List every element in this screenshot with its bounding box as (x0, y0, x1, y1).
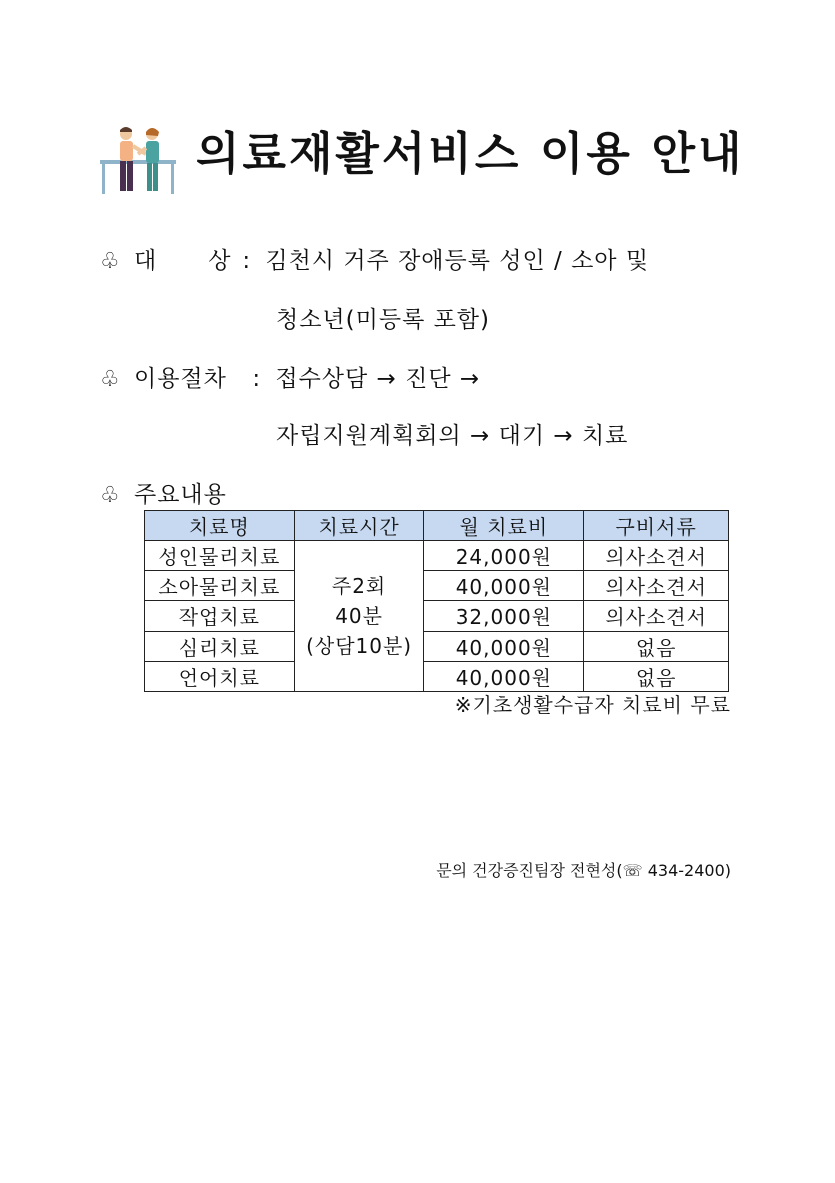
target-text-line2: 청소년(미등록 포함) (276, 307, 491, 333)
therapy-name: 소아물리치료 (145, 571, 295, 601)
club-bullet-icon: ♧ (100, 367, 121, 392)
monthly-fee: 40,000원 (424, 631, 584, 661)
target-label: 대 상 (134, 248, 231, 274)
therapy-name: 언어치료 (145, 661, 295, 691)
target-colon: : (242, 248, 252, 274)
monthly-fee: 32,000원 (424, 601, 584, 631)
required-doc: 없음 (584, 631, 729, 661)
content-label: 주요내용 (134, 482, 227, 508)
contact-info: 문의 건강증진팀장 전현성(☏ 434-2400) (436, 861, 731, 880)
table-row (145, 541, 729, 571)
time-duration: 40분 (335, 604, 383, 628)
time-frequency: 주2회 (331, 574, 387, 598)
table-row (145, 571, 729, 601)
services-table (144, 510, 729, 692)
therapy-name: 작업치료 (145, 601, 295, 631)
column-header: 치료시간 (294, 511, 424, 541)
procedure-colon: : (252, 366, 262, 392)
required-doc: 없음 (584, 661, 729, 691)
target-text-line1: 김천시 거주 장애등록 성인 / 소아 및 (265, 248, 650, 274)
time-consult: (상담10분) (306, 634, 413, 658)
procedure-label: 이용절차 (134, 366, 227, 392)
therapy-name: 성인물리치료 (145, 541, 295, 571)
club-bullet-icon: ♧ (100, 483, 121, 508)
column-header: 월 치료비 (424, 511, 584, 541)
table-row (145, 661, 729, 691)
therapy-time-cell (294, 541, 424, 692)
table-row (145, 631, 729, 661)
table-row (145, 601, 729, 631)
procedure-line-1 (100, 364, 480, 395)
target-line-1 (100, 246, 649, 277)
page-title: 의료재활서비스 이용 안내 (196, 127, 745, 180)
required-doc: 의사소견서 (584, 571, 729, 601)
club-bullet-icon: ♧ (100, 249, 121, 274)
procedure-text-line2: 자립지원계획회의 → 대기 → 치료 (276, 423, 629, 449)
therapy-name: 심리치료 (145, 631, 295, 661)
rehab-therapy-illustration (96, 124, 180, 196)
required-doc: 의사소견서 (584, 601, 729, 631)
monthly-fee: 40,000원 (424, 571, 584, 601)
column-header: 구비서류 (584, 511, 729, 541)
procedure-text-line1: 접수상담 → 진단 → (275, 366, 481, 392)
content-heading (100, 480, 227, 511)
column-header: 치료명 (145, 511, 295, 541)
table-header-row (145, 511, 729, 541)
free-fee-note: ※기초생활수급자 치료비 무료 (454, 693, 731, 717)
header (96, 118, 756, 198)
monthly-fee: 24,000원 (424, 541, 584, 571)
monthly-fee: 40,000원 (424, 661, 584, 691)
required-doc: 의사소견서 (584, 541, 729, 571)
